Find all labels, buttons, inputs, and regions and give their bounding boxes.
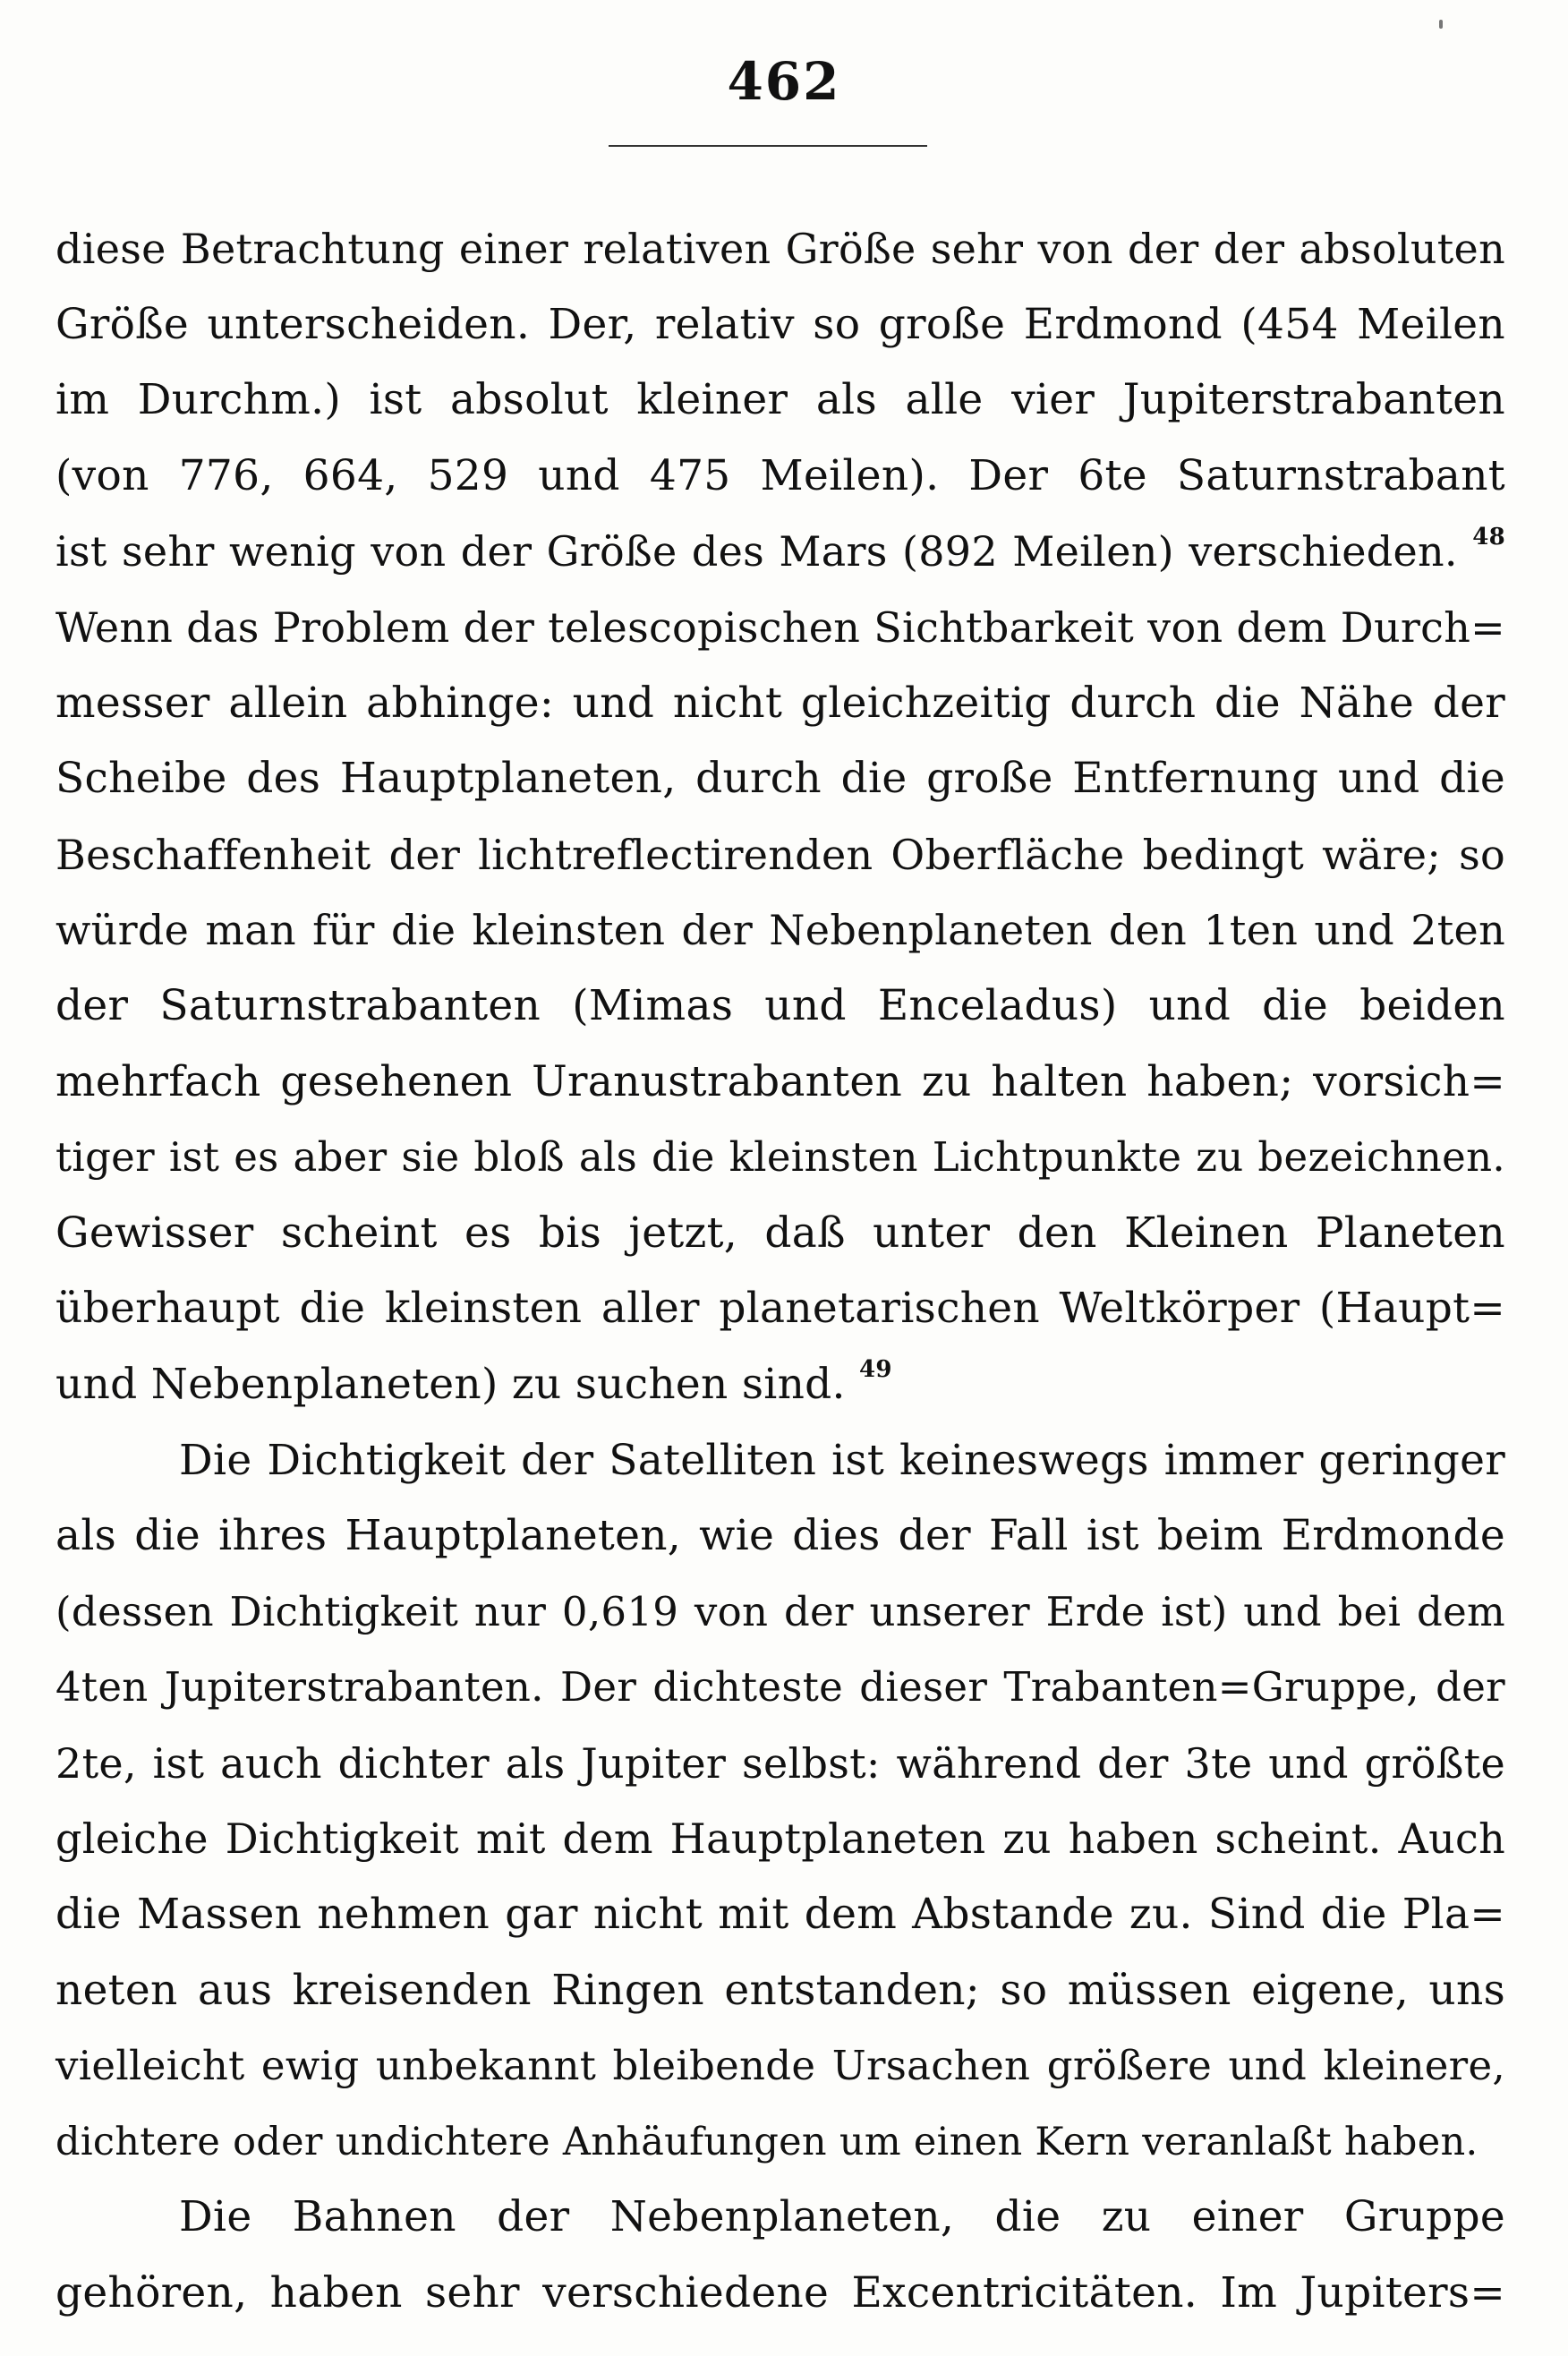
text-line: Scheibe des Hauptplaneten, durch die große Entfernung und die <box>55 754 1505 804</box>
text-line: und Nebenplaneten) zu suchen sind. $^{49}$ <box>55 1355 892 1409</box>
text-line: Größe unterscheiden. Der, relativ so große Erdmond (454 Meilen <box>55 299 1505 349</box>
text-line: ist sehr wenig von der Größe des Mars (892 Meilen) verschieden. $^{48}$ <box>55 524 1505 576</box>
text-line: Beschaffenheit der lichtreflectirenden Oberfläche bedingt wäre; so <box>55 830 1505 879</box>
paragraph-start-line: Die Bahnen der Nebenplaneten, die zu einer Gruppe <box>179 2192 1505 2242</box>
footnote-marker: 49 <box>859 1355 892 1383</box>
text-line: vielleicht ewig unbekannt bleibende Ursachen größere und kleinere, <box>55 2042 1505 2090</box>
text-line: tiger ist es aber sie bloß als die kleinsten Lichtpunkte zu bezeichnen. <box>55 1133 1505 1182</box>
text-line: würde man für die kleinsten der Nebenplaneten den 1ten und 2ten <box>55 906 1505 955</box>
page-number: 462 <box>727 51 841 112</box>
print-speck <box>1439 20 1443 29</box>
text-line: (dessen Dichtigkeit nur 0,619 von der unserer Erde ist) und bei dem <box>55 1587 1505 1635</box>
paragraph-start-line: Die Dichtigkeit der Satelliten ist keineswegs immer geringer <box>179 1435 1505 1485</box>
text-line: 4ten Jupiterstrabanten. Der dichteste dieser Trabanten=Gruppe, der <box>55 1663 1505 1712</box>
header-rule <box>609 145 927 147</box>
text-line: Wenn das Problem der telescopischen Sichtbarkeit von dem Durch= <box>55 602 1505 652</box>
text-line: die Massen nehmen gar nicht mit dem Abstande zu. Sind die Pla= <box>55 1890 1505 1940</box>
text-line: der Saturnstrabanten (Mimas und Enceladus) und die beiden <box>55 980 1505 1030</box>
footnote-marker: 48 <box>1472 524 1505 551</box>
text-line: überhaupt die kleinsten aller planetarischen Weltkörper (Haupt= <box>55 1284 1505 1334</box>
text-line: Gewisser scheint es bis jetzt, daß unter den Kleinen Planeten <box>55 1208 1505 1258</box>
text-line: als die ihres Hauptplaneten, wie dies der Fall ist beim Erdmonde <box>55 1511 1505 1561</box>
text-line: 2te, ist auch dichter als Jupiter selbst: während der 3te und größte <box>55 1738 1505 1788</box>
text-line: gleiche Dichtigkeit mit dem Hauptplaneten zu haben scheint. Auch <box>55 1814 1505 1864</box>
text-line: dichtere oder undichtere Anhäufungen um einen Kern veranlaßt haben. <box>55 2119 1479 2164</box>
text-line: diese Betrachtung einer relativen Größe sehr von der der absoluten <box>55 225 1505 273</box>
text-line: im Durchm.) ist absolut kleiner als alle vier Jupiterstrabanten <box>55 375 1505 425</box>
text-line: gehören, haben sehr verschiedene Excentricitäten. Im Jupiters= <box>55 2268 1505 2318</box>
text-line: (von 776, 664, 529 und 475 Meilen). Der 6te Saturnstrabant <box>55 450 1505 500</box>
text-line: mehrfach gesehenen Uranustrabanten zu halten haben; vorsich= <box>55 1056 1505 1106</box>
text-line: messer allein abhinge: und nicht gleichzeitig durch die Nähe der <box>55 678 1505 728</box>
text-line: neten aus kreisenden Ringen entstanden; so müssen eigene, uns <box>55 1965 1505 2015</box>
body-text <box>55 211 1505 2332</box>
